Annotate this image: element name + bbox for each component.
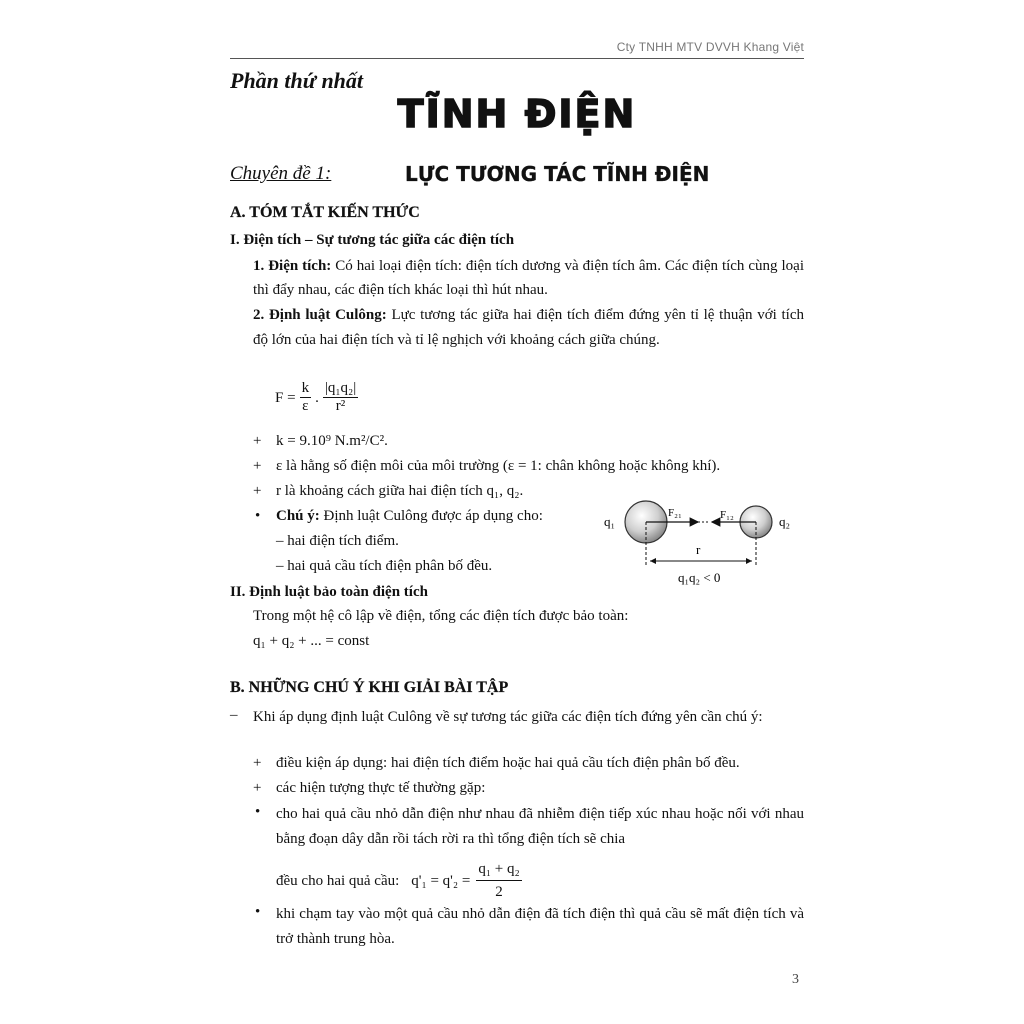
bullet-icon: • bbox=[255, 508, 261, 524]
section-a-heading: A. TÓM TẮT KIẾN THỨC bbox=[230, 204, 420, 221]
note-text: Định luật Culông được áp dụng cho: bbox=[319, 508, 543, 524]
label-q1: q₁ bbox=[604, 514, 616, 529]
part-label: Phần thứ nhất bbox=[230, 68, 364, 93]
conservation-text: Trong một hệ cô lập về điện, tổng các điện tích được bảo toàn: bbox=[253, 608, 629, 624]
item-1 bbox=[253, 254, 804, 302]
label-condition: q₁q₂ < 0 bbox=[678, 570, 721, 585]
item-2 bbox=[253, 303, 804, 353]
item-1-label: 1. Điện tích: bbox=[253, 258, 332, 274]
grounding-note: khi chạm tay vào một quả cầu nhỏ dẫn điện đã tích điện thì quả cầu sẽ mất điện tích và trở thành trung hòa. bbox=[276, 906, 804, 947]
formula-k: k bbox=[301, 380, 310, 396]
page-number: 3 bbox=[792, 972, 799, 987]
dash-marker: – bbox=[230, 707, 238, 723]
plus-marker: + bbox=[253, 780, 262, 796]
formula-q-over-r2 bbox=[323, 380, 358, 415]
section-b-heading: B. NHỮNG CHÚ Ý KHI GIẢI BÀI TẬP bbox=[230, 679, 509, 696]
item-2-text: Lực tương tác giữa hai điện tích điểm đứng yên tỉ lệ thuận với tích độ lớn của hai điện tích và tỉ lệ nghịch với khoảng cách giữa chúng. bbox=[253, 307, 804, 348]
label-q2: q₂ bbox=[779, 514, 791, 529]
equation-denominator: 2 bbox=[495, 884, 503, 900]
equation-lhs: q'₁ = q'₂ = bbox=[411, 872, 471, 889]
distance-r: r là khoảng cách giữa hai điện tích q₁, q₂. bbox=[276, 483, 524, 499]
constant-k: k = 9.10⁹ N.m²/C². bbox=[276, 433, 388, 449]
conservation-formula: q₁ + q₂ + ... = const bbox=[253, 633, 370, 649]
note-point-charges: – hai điện tích điểm. bbox=[276, 533, 399, 549]
formula-r2: r² bbox=[335, 398, 346, 414]
equation-fraction bbox=[476, 858, 521, 903]
bullet-icon: • bbox=[255, 804, 261, 820]
formula-abs: |q₁q₂| bbox=[324, 380, 357, 396]
formula-eps: ε bbox=[302, 398, 309, 414]
equation-numerator: q₁ + q₂ bbox=[476, 858, 521, 881]
coulomb-formula: F = $\frac{k}{\varepsilon}$ . $\frac{\text{|q₁q₂|}}{\text{r²}}$ bbox=[275, 380, 357, 414]
condition-note: điều kiện áp dụng: hai điện tích điểm hoặc hai quả cầu tích điện phân bố đều. bbox=[276, 755, 740, 771]
phenomena-note: các hiện tượng thực tế thường gặp: bbox=[276, 780, 486, 796]
label-f12: F₁₂ bbox=[720, 509, 734, 521]
sharing-equation bbox=[276, 858, 522, 903]
main-title: TĨNH ĐIỆN bbox=[397, 92, 637, 136]
note bbox=[276, 506, 543, 526]
note-charged-spheres: – hai quả cầu tích điện phân bố đều. bbox=[276, 558, 493, 574]
bullet-icon: • bbox=[255, 904, 261, 920]
label-f21: F₂₁ bbox=[668, 507, 682, 519]
subsection-2-heading: II. Định luật bảo toàn điện tích bbox=[230, 584, 428, 600]
plus-marker: + bbox=[253, 458, 262, 474]
note-label: Chú ý: bbox=[276, 508, 320, 524]
contact-sharing-note: cho hai quả cầu nhỏ dẫn điện như nhau đã nhiễm điện tiếp xúc nhau hoặc nối với nhau bằng đoạn dây dẫn rồi tách rời ra thì tổng điện tích sẽ chia bbox=[276, 806, 804, 847]
section-b-intro: Khi áp dụng định luật Culông về sự tương tác giữa các điện tích đứng yên cần chú ý: bbox=[253, 709, 763, 725]
subsection-1-heading: I. Điện tích – Sự tương tác giữa các điện tích bbox=[230, 232, 515, 248]
sharing-end-text: đều cho hai quả cầu: bbox=[276, 872, 400, 889]
label-r: r bbox=[696, 542, 701, 557]
item-1-text: Có hai loại điện tích: điện tích dương và điện tích âm. Các điện tích cùng loại thì đẩy nhau, các điện tích khác loại thì hút nhau. bbox=[253, 258, 804, 298]
topic-title: LỰC TƯƠNG TÁC TĨNH ĐIỆN bbox=[405, 162, 710, 186]
topic-label: Chuyên đề 1: bbox=[230, 163, 332, 184]
formula-lhs: F = bbox=[275, 389, 296, 406]
dielectric-constant: ε là hằng số điện môi của môi trường (ε = 1: chân không hoặc không khí). bbox=[276, 458, 721, 474]
plus-marker: + bbox=[253, 755, 262, 771]
running-header: Cty TNHH MTV DVVH Khang Việt bbox=[230, 40, 804, 59]
plus-marker: + bbox=[253, 483, 262, 499]
formula-k-over-eps bbox=[300, 380, 312, 415]
coulomb-diagram bbox=[598, 495, 808, 590]
plus-marker: + bbox=[253, 433, 262, 449]
item-2-label: 2. Định luật Culông: bbox=[253, 307, 387, 323]
